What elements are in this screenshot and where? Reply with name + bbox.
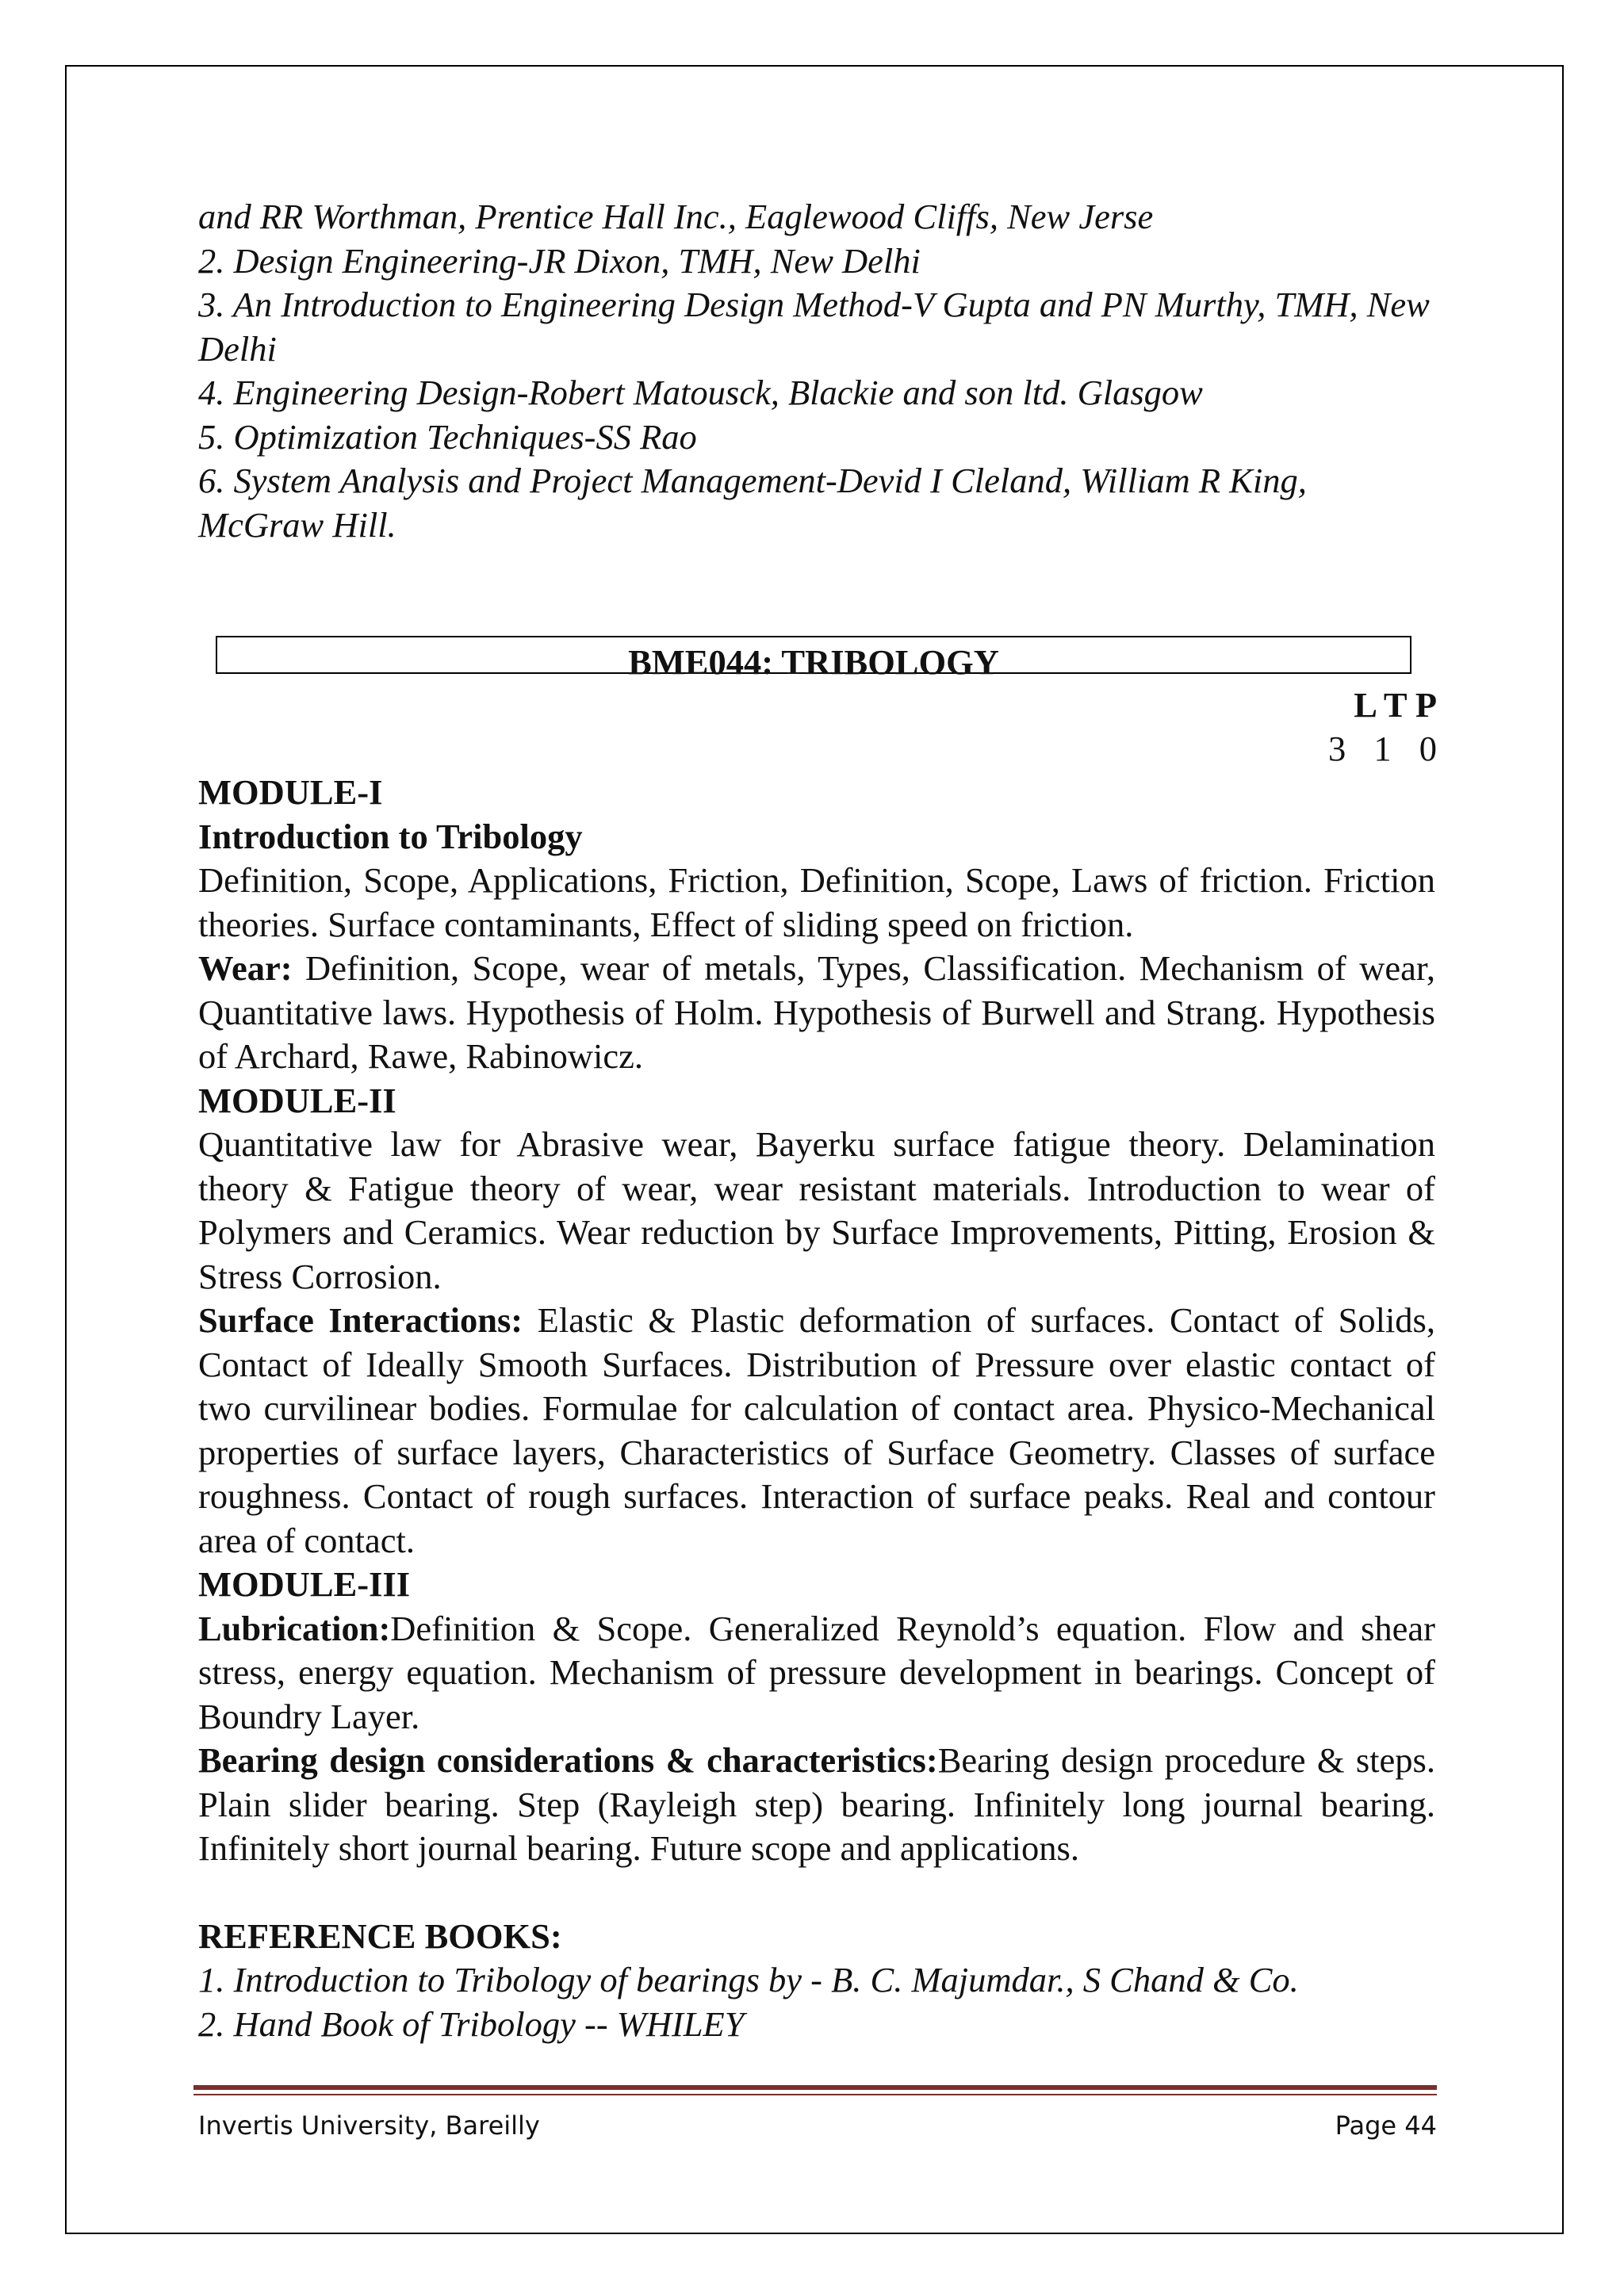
- paragraph-text: Definition, Scope, wear of metals, Types, Classification. Mechanism of wear, Quantitative laws. Hypothesis of Holm. Hypothesis of Burwell and Strang. Hypothesis of Archard, Rawe, Rabinowicz.: [198, 948, 1435, 1076]
- ref-line: 4. Engineering Design-Robert Matousck, Blackie and son ltd. Glasgow: [198, 373, 1203, 412]
- footer-rule: [193, 2085, 1437, 2090]
- paragraph-text: Definition & Scope. Generalized Reynold’s equation. Flow and shear stress, energy equation. Mechanism of pressure development in bearings. Concept of Boundry Layer.: [198, 1608, 1435, 1736]
- ltp-values: 3 1 0: [1328, 729, 1446, 768]
- paragraph: Definition, Scope, Applications, Friction, Definition, Scope, Laws of friction. Friction theories. Surface contaminants, Effect of sliding speed on friction.: [198, 860, 1435, 944]
- ref-line: 6. System Analysis and Project Management-Devid I Cleland, William R King, McGraw Hill.: [198, 461, 1307, 545]
- module-heading: MODULE-I: [198, 772, 383, 812]
- reference-books-heading: REFERENCE BOOKS:: [198, 1915, 562, 1956]
- paragraph-text: Elastic & Plastic deformation of surfaces. Contact of Solids, Contact of Ideally Smooth Surfaces. Distribution of Pressure over elastic contact of two curvilinear bodies. Formulae for calculation of contact area. Physico-Mechanical properties of surface layers, Characteristics of Surface Geometry. Classes of surface roughness. Contact of rough surfaces. Interaction of surface peaks. Real and contour area of contact.: [198, 1300, 1435, 1560]
- paragraph: [198, 947, 1435, 1079]
- section-subheading: Introduction to Tribology: [198, 816, 583, 856]
- paragraph-text: Bearing design procedure & steps. Plain slider bearing. Step (Rayleigh step) bearing. Infinitely long journal bearing. Infinitely short journal bearing. Future scope and applications.: [198, 1740, 1435, 1868]
- paragraph: [198, 1607, 1435, 1739]
- reference-item: 2. Hand Book of Tribology -- WHILEY: [198, 2003, 745, 2044]
- paragraph: [198, 1299, 1435, 1563]
- paragraph-label: Wear:: [198, 948, 293, 988]
- paragraph-label: Bearing design considerations & characteristics:: [198, 1740, 938, 1780]
- footer-institution: Invertis University, Bareilly: [198, 2110, 540, 2141]
- paragraph: [198, 1739, 1435, 1871]
- ref-line: 2. Design Engineering-JR Dixon, TMH, New Delhi: [198, 240, 921, 281]
- footer-rule-thin: [193, 2094, 1437, 2095]
- module-heading: MODULE-II: [198, 1080, 396, 1120]
- ref-line: and RR Worthman, Prentice Hall Inc., Eaglewood Cliffs, New Jerse: [198, 197, 1154, 236]
- paragraph: Quantitative law for Abrasive wear, Bayerku surface fatigue theory. Delamination theory & Fatigue theory of wear, wear resistant materials. Introduction to wear of Polymers and Ceramics. Wear reduction by Surface Improvements, Pitting, Erosion & Stress Corrosion.: [198, 1124, 1435, 1296]
- syllabus-body: [198, 771, 1435, 2046]
- footer-page-number: Page 44: [1335, 2110, 1437, 2141]
- ref-line: 5. Optimization Techniques-SS Rao: [198, 416, 697, 457]
- previous-references: [198, 195, 1435, 547]
- course-title: BME044: TRIBOLOGY: [216, 636, 1411, 674]
- ref-line: 3. An Introduction to Engineering Design Method-V Gupta and PN Murthy, TMH, New Delhi: [198, 285, 1430, 369]
- module-heading: MODULE-III: [198, 1564, 411, 1604]
- reference-item: 1. Introduction to Tribology of bearings by - B. C. Majumdar., S Chand & Co.: [198, 1960, 1299, 1999]
- paragraph-label: Lubrication:: [198, 1608, 391, 1648]
- paragraph-label: Surface Interactions:: [198, 1300, 523, 1340]
- ltp-header: L T P: [1354, 685, 1437, 725]
